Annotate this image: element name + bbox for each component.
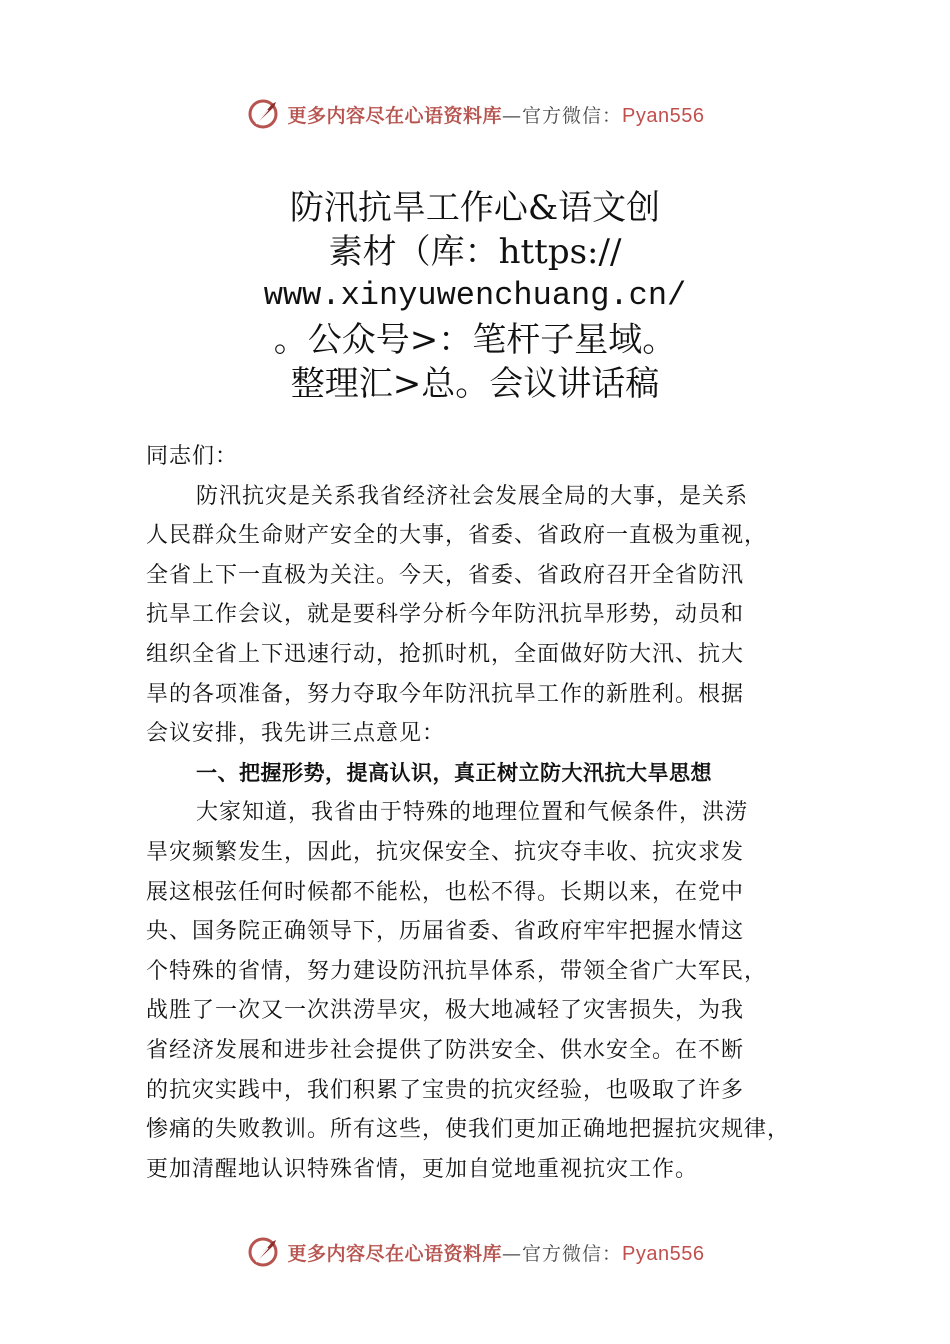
paragraph-line: 人民群众生命财产安全的大事，省委、省政府一直极为重视， [146,523,768,549]
document-body [146,437,836,1189]
document-title [0,186,950,406]
banner-sub-text: 官方微信： [522,1242,623,1265]
paragraph-line: 组织全省上下迅速行动，抢抓时机，全面做好防大汛、抗大 [146,641,745,667]
paragraph-line: 抗旱工作会议，就是要科学分析今年防汛抗旱形势，动员和 [146,602,745,628]
paragraph-line: 更加清醒地认识特殊省情，更加自觉地重视抗灾工作。 [146,1156,699,1182]
quill-pen-logo-icon [246,96,282,132]
paragraph-line: 惨痛的失败教训。所有这些，使我们更加正确地把握抗灾规律， [146,1117,791,1143]
title-line: 素材（库：https:// [328,232,622,272]
paragraph-line: 战胜了一次又一次洪涝旱灾，极大地减轻了灾害损失，为我 [146,998,745,1024]
paragraph-line: 会议安排，我先讲三点意见： [146,721,446,747]
quill-pen-logo-icon [246,1234,282,1270]
banner-main-text: 更多内容尽在心语资料库 [287,1242,503,1265]
title-line: 防汛抗旱工作心&语文创 [289,188,661,228]
banner-sub-text: 官方微信： [522,104,623,127]
paragraph-line: 旱灾频繁发生，因此，抗灾保安全、抗灾夺丰收、抗灾求发 [146,839,745,865]
banner-wechat-id: Pyan556 [622,104,705,127]
header-banner [0,94,950,134]
banner-wechat-id: Pyan556 [622,1242,705,1265]
banner-text [288,1239,705,1266]
salutation: 同志们： [146,444,239,469]
paragraph-line: 个特殊的省情，努力建设防汛抗旱体系，带领全省广大军民， [146,958,768,984]
banner-main-text: 更多内容尽在心语资料库 [287,104,503,127]
paragraph-line: 省经济发展和进步社会提供了防洪安全、供水安全。在不断 [146,1037,745,1063]
paragraph-line: 全省上下一直极为关注。今天，省委、省政府召开全省防汛 [146,562,745,588]
paragraph-line: 的抗灾实践中，我们积累了宝贵的抗灾经验，也吸取了许多 [146,1077,745,1103]
paragraph-line: 展这根弦任何时候都不能松，也松不得。长期以来，在党中 [146,879,745,905]
banner-dash: — [502,104,523,127]
footer-banner [0,1232,950,1272]
banner-dash: — [502,1242,523,1265]
title-line-url: www.xinyuwenchuang.cn/ [263,277,687,314]
title-line: 。公众号>：笔杆子星域。 [273,320,677,360]
banner-text [288,101,705,128]
paragraph-line: 防汛抗灾是关系我省经济社会发展全局的大事，是关系 [196,483,749,509]
paragraph-line: 大家知道，我省由于特殊的地理位置和气候条件，洪涝 [196,800,749,826]
title-line: 整理汇>总。会议讲话稿 [290,364,660,404]
section-heading: 一、把握形势，提高认识，真正树立防大汛抗大旱思想 [196,760,712,785]
paragraph-line: 央、国务院正确领导下，历届省委、省政府牢牢把握水情这 [146,919,745,945]
paragraph-line: 旱的各项准备，努力夺取今年防汛抗旱工作的新胜利。根据 [146,681,745,707]
